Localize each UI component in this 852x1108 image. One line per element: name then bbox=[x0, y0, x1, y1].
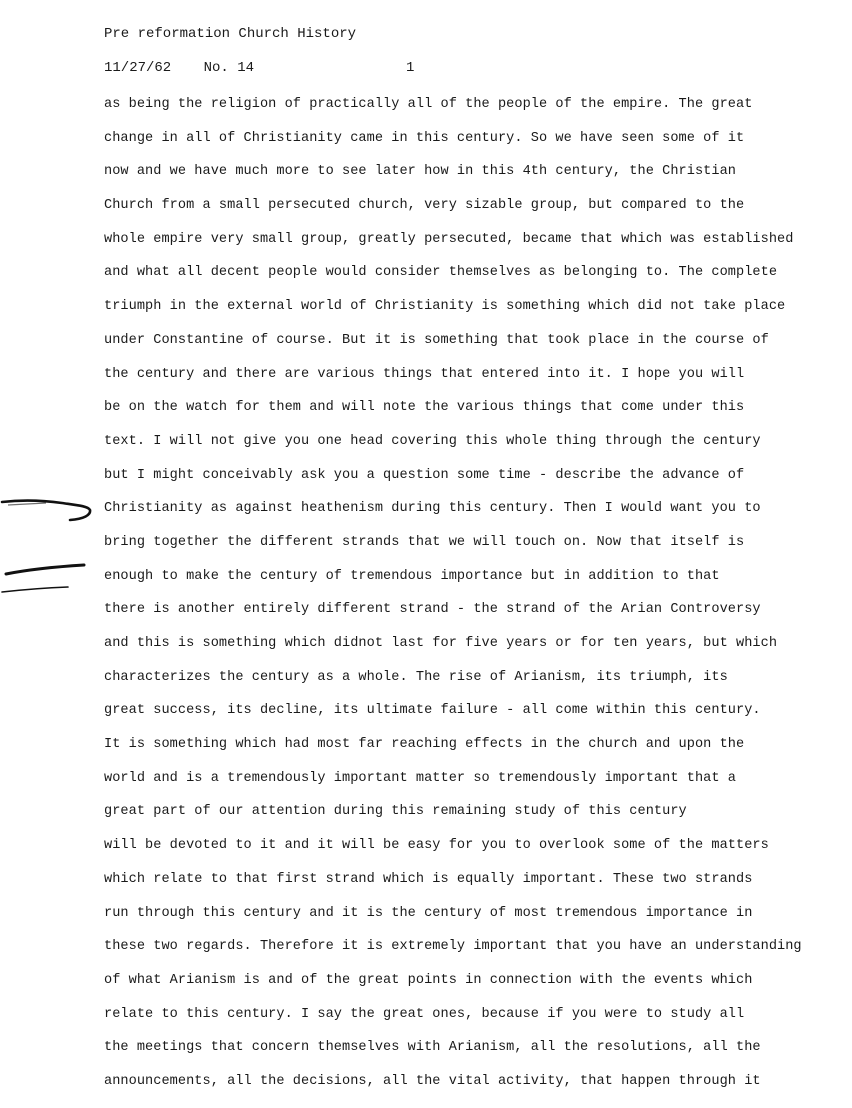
text-line: run through this century and it is the century of most tremendous importance in bbox=[104, 905, 753, 921]
page-number: 1 bbox=[406, 60, 415, 76]
text-line: It is something which had most far reaching effects in the church and upon the bbox=[104, 737, 745, 753]
text-line: the meetings that concern themselves with Arianism, all the resolutions, all the bbox=[104, 1040, 761, 1056]
text-line: great success, its decline, its ultimate failure - all come within this century. bbox=[104, 703, 761, 719]
text-line: the century and there are various things that entered into it. I hope you will bbox=[104, 366, 745, 382]
text-line: there is another entirely different strand - the strand of the Arian Controversy bbox=[104, 602, 761, 618]
text-line: relate to this century. I say the great ones, because if you were to study all bbox=[104, 1006, 745, 1022]
text-line: these two regards. Therefore it is extremely important that you have an understanding bbox=[104, 939, 802, 955]
margin-mark-lines bbox=[0, 560, 100, 600]
text-line: now and we have much more to see later how in this 4th century, the Christian bbox=[104, 164, 736, 180]
text-line: whole empire very small group, greatly persecuted, became that which was established bbox=[104, 231, 794, 247]
text-line: which relate to that first strand which is equally important. These two strands bbox=[104, 871, 753, 887]
document-title: Pre reformation Church History bbox=[104, 26, 357, 42]
text-line: world and is a tremendously important matter so tremendously important that a bbox=[104, 770, 736, 786]
document-meta bbox=[104, 60, 415, 76]
text-line: change in all of Christianity came in this century. So we have seen some of it bbox=[104, 130, 745, 146]
text-line: text. I will not give you one head covering this whole thing through the century bbox=[104, 433, 761, 449]
text-line: Church from a small persecuted church, very sizable group, but compared to the bbox=[104, 198, 745, 214]
text-line: and this is something which didnot last for five years or for ten years, but which bbox=[104, 636, 778, 651]
text-line: great part of our attention during this remaining study of this century bbox=[104, 804, 687, 820]
document-number: No. 14 bbox=[203, 60, 255, 76]
text-line: will be devoted to it and it will be easy for you to overlook some of the matters bbox=[104, 838, 769, 854]
text-line: announcements, all the decisions, all the vital activity, that happen through it bbox=[104, 1073, 761, 1089]
text-line: under Constantine of course. But it is something that took place in the course of bbox=[104, 332, 769, 348]
text-line: and what all decent people would consider themselves as belonging to. The complete bbox=[104, 265, 778, 281]
document-date: 11/27/62 bbox=[104, 60, 172, 76]
text-line: but I might conceivably ask you a question some time - describe the advance of bbox=[104, 467, 745, 483]
text-line: characterizes the century as a whole. The rise of Arianism, its triumph, its bbox=[104, 669, 728, 685]
text-line: Christianity as against heathenism during this century. Then I would want you to bbox=[104, 501, 761, 517]
text-line: be on the watch for them and will note the various things that come under this bbox=[104, 400, 745, 416]
body-text bbox=[104, 94, 844, 1105]
margin-mark-bracket bbox=[0, 496, 100, 528]
text-line: enough to make the century of tremendous importance but in addition to that bbox=[104, 568, 720, 584]
text-line: as being the religion of practically all of the people of the empire. The great bbox=[104, 97, 753, 112]
text-line: triumph in the external world of Christianity is something which did not take place bbox=[104, 299, 786, 315]
text-line: of what Arianism is and of the great points in connection with the events which bbox=[104, 972, 753, 988]
text-line: bring together the different strands that we will touch on. Now that itself is bbox=[104, 534, 745, 550]
